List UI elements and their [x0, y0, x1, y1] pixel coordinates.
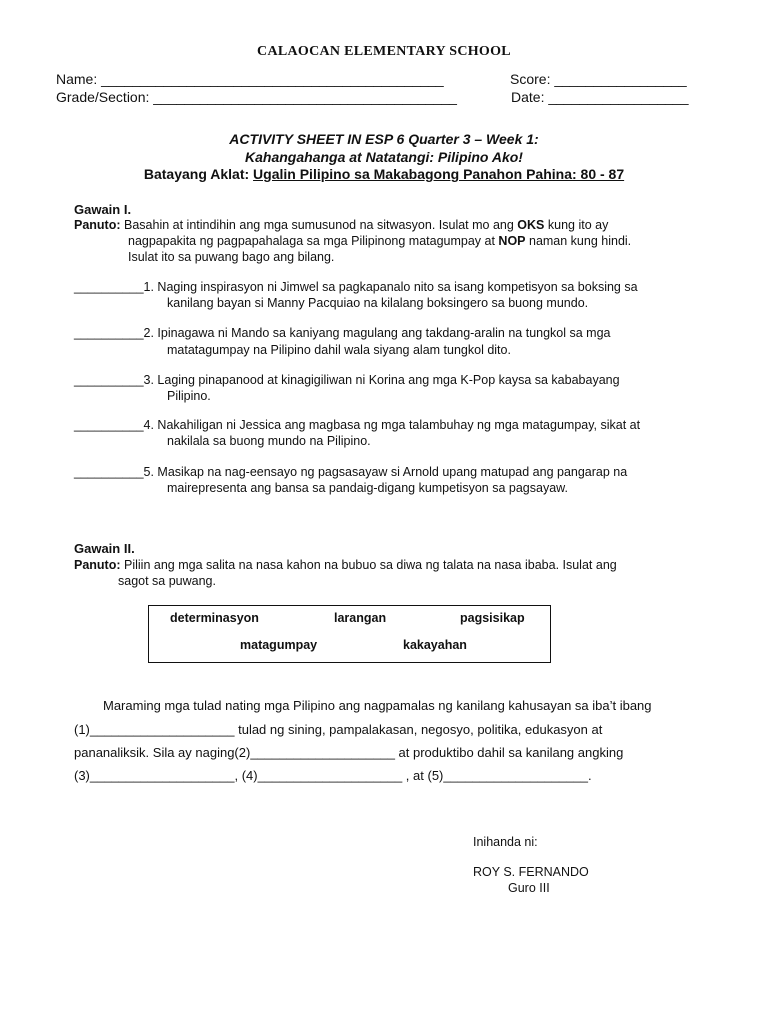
item-4-continued: nakilala sa buong mundo na Pilipino. — [167, 434, 371, 448]
item-5-continued: mairepresenta ang bansa sa pandaig-digang kumpetisyon sa pagsayaw. — [167, 481, 568, 495]
paragraph-line-3: pananaliksik. Sila ay naging(2)____________________ at produktibo dahil sa kanilang angking — [74, 745, 624, 760]
gawain-1-heading: Gawain I. — [74, 202, 132, 217]
item-3-continued: Pilipino. — [167, 389, 211, 403]
grade-section-field: Grade/Section: _______________________________________ — [56, 89, 457, 105]
paragraph-line-1: Maraming mga tulad nating mga Pilipino ang nagpamalas ng kanilang kahusayan sa iba’t ibang — [103, 698, 652, 713]
prepared-by-label: Inihanda ni: — [473, 835, 538, 849]
word-kakayahan: kakayahan — [403, 638, 467, 652]
oks-term: OKS — [517, 218, 545, 232]
word-pagsisikap: pagsisikap — [460, 611, 525, 625]
school-name: CALAOCAN ELEMENTARY SCHOOL — [257, 44, 511, 59]
gawain-2-instruction-line-1: Panuto: Piliin ang mga salita na nasa kahon na bubuo sa diwa ng talata na nasa ibaba. Isulat ang — [74, 558, 617, 572]
gawain-2-instruction-line-2: sagot sa puwang. — [118, 574, 216, 588]
paragraph-line-2: (1)____________________ tulad ng sining, pampalakasan, negosyo, politika, edukasyon at — [74, 722, 603, 737]
nop-term: NOP — [498, 234, 526, 248]
gawain-1-instruction-line-2: nagpapakita ng pagpapahalaga sa mga Pilipinong matagumpay at NOP naman kung hindi. — [128, 234, 632, 248]
item-2-continued: matatagumpay na Pilipino dahil wala siyang alam tungkol dito. — [167, 343, 511, 357]
panuto-label: Panuto: — [74, 218, 121, 232]
gawain-2-heading: Gawain II. — [74, 541, 135, 556]
name-field: Name: ____________________________________________ — [56, 71, 444, 87]
title-line-3 — [0, 166, 768, 182]
panuto-label-2: Panuto: — [74, 558, 121, 572]
paragraph-line-4: (3)____________________, (4)____________________ , at (5)____________________. — [74, 768, 592, 783]
score-field: Score: _________________ — [510, 71, 687, 87]
item-3: __________3. Laging pinapanood at kinagigiliwan ni Korina ang mga K-Pop kaysa sa kababayang — [74, 373, 620, 387]
batayang-aklat-label: Batayang Aklat: — [143, 166, 254, 182]
title-line-2: Kahangahanga at Natatangi: Pilipino Ako! — [245, 149, 523, 165]
book-reference: Ugalin Pilipino sa Makabagong Panahon Pahina: 80 - 87 — [253, 166, 625, 182]
teacher-position: Guro III — [508, 881, 550, 895]
item-2: __________2. Ipinagawa ni Mando sa kaniyang magulang ang takdang-aralin na tungkol sa mga — [74, 326, 611, 340]
item-1-continued: kanilang bayan si Manny Pacquiao na kilalang boksingero sa buong mundo. — [167, 296, 589, 310]
word-determinasyon: determinasyon — [170, 611, 259, 625]
item-5: __________5. Masikap na nag-eensayo ng pagsasayaw si Arnold upang matupad ang pangarap na — [74, 465, 628, 479]
teacher-name: ROY S. FERNANDO — [473, 865, 589, 879]
word-larangan: larangan — [334, 611, 387, 625]
item-1: __________1. Naging inspirasyon ni Jimwel sa pagkapanalo nito sa isang kompetisyon sa boksing sa — [74, 280, 638, 294]
item-4: __________4. Nakahiligan ni Jessica ang magbasa ng mga talambuhay ng mga matagumpay, sikat at — [74, 418, 641, 432]
gawain-1-instruction-line-3: Isulat ito sa puwang bago ang bilang. — [128, 250, 335, 264]
title-line-1: ACTIVITY SHEET IN ESP 6 Quarter 3 – Week 1: — [229, 131, 539, 147]
gawain-1-instruction-line-1: Panuto: Basahin at intindihin ang mga sumusunod na sitwasyon. Isulat mo ang OKS kung ito ay — [74, 218, 609, 232]
date-field: Date: __________________ — [511, 89, 689, 105]
word-matagumpay: matagumpay — [240, 638, 318, 652]
